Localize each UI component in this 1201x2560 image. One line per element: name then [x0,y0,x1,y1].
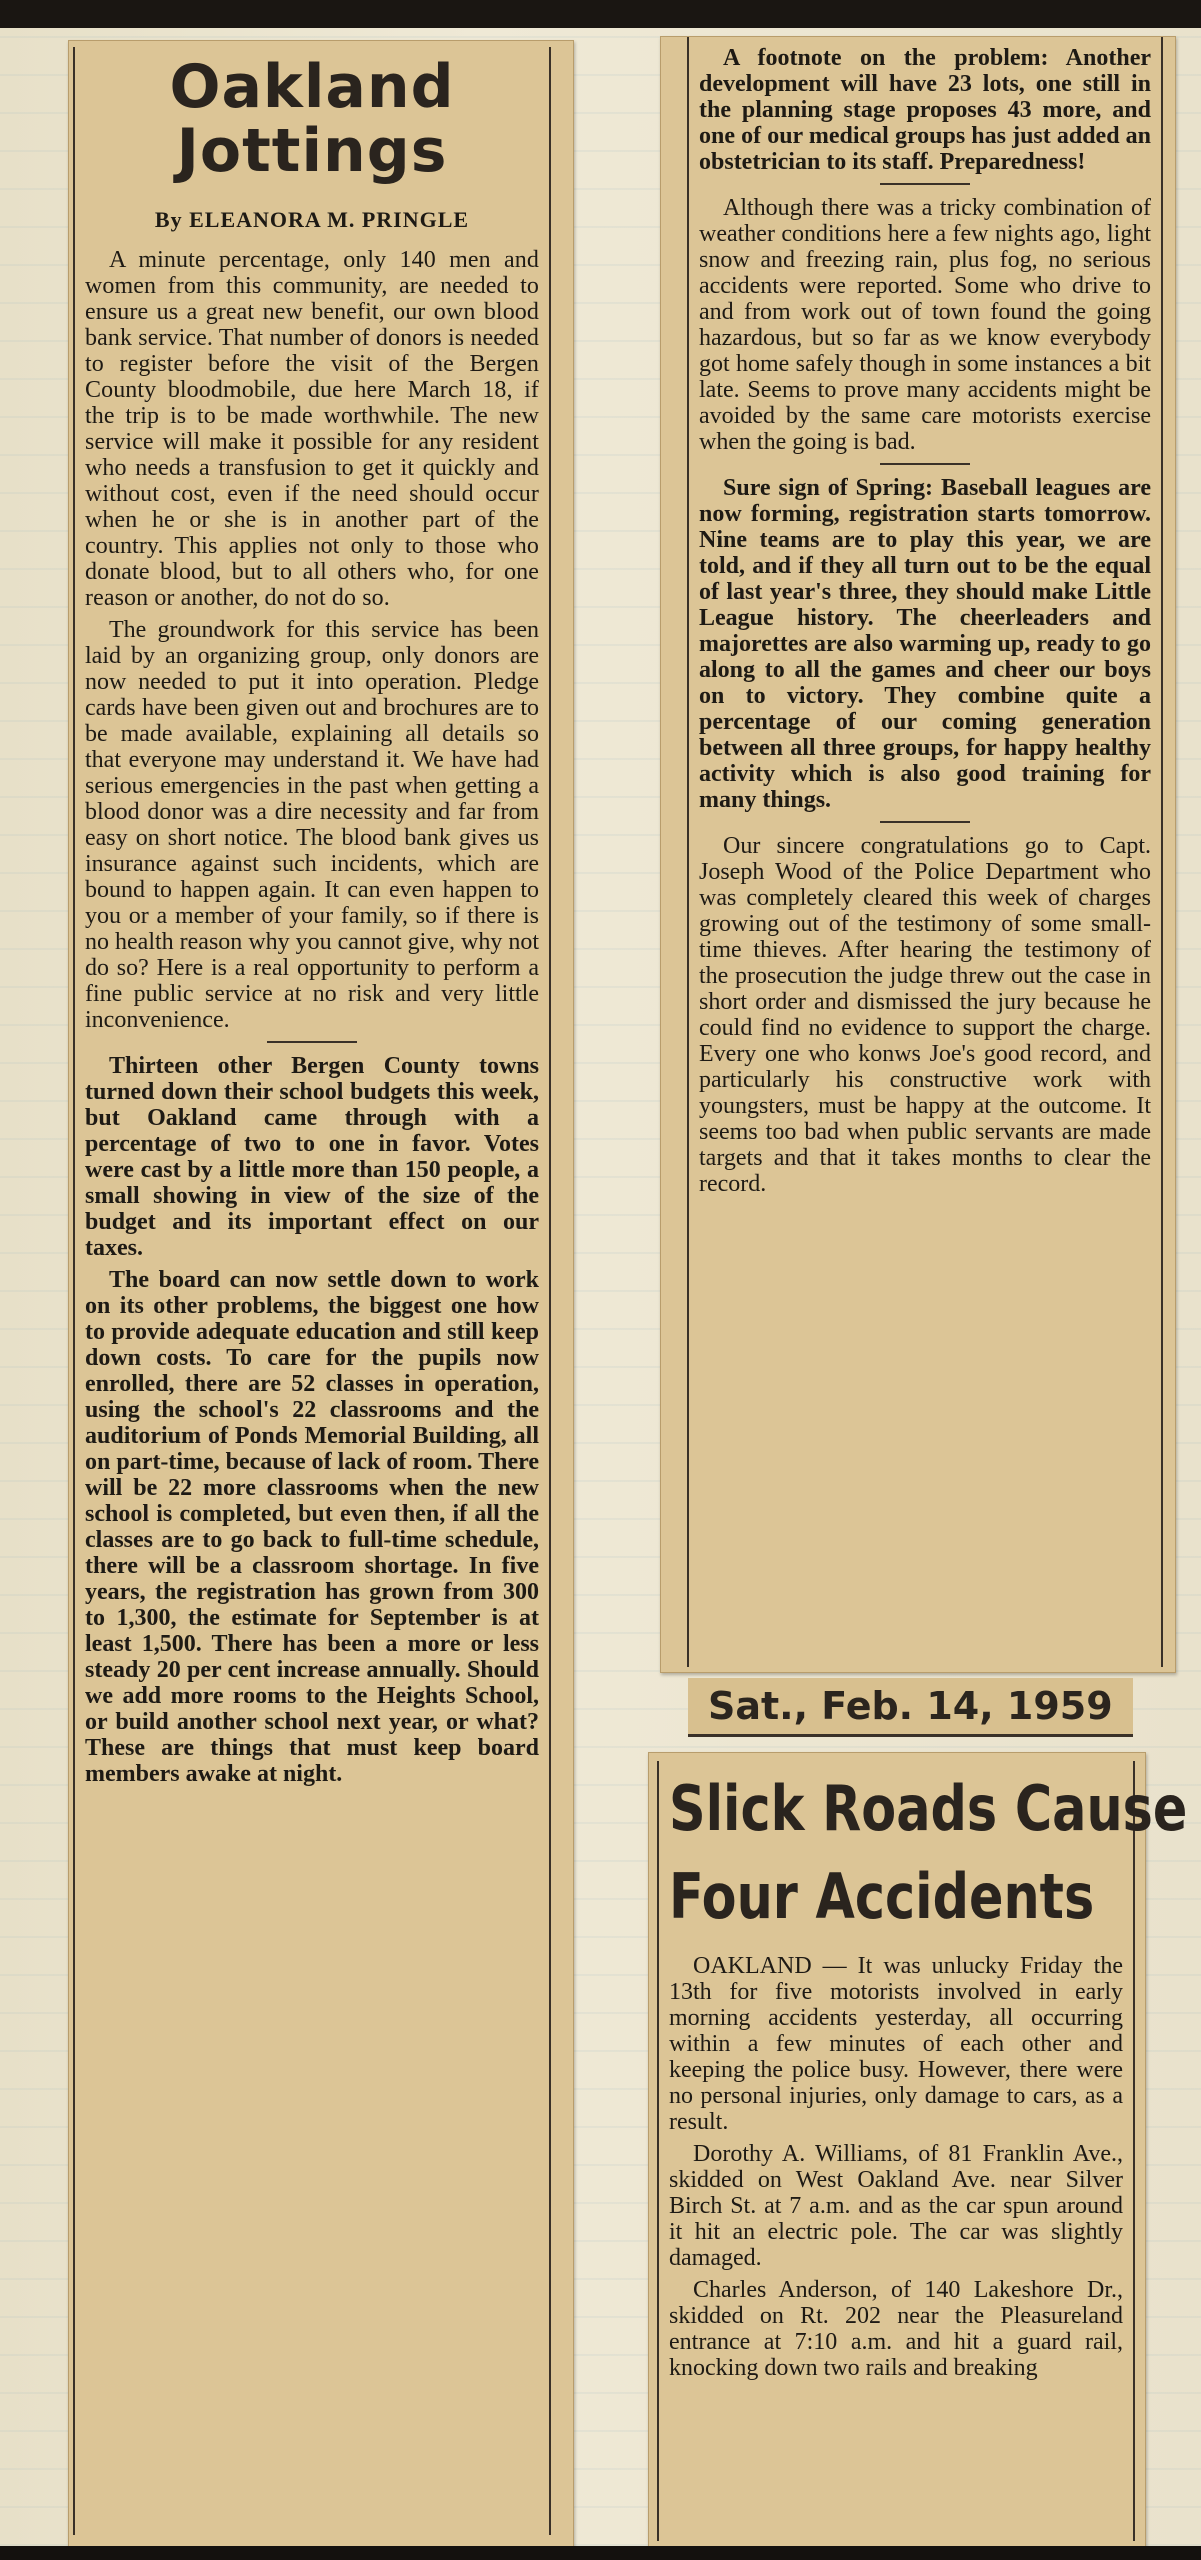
date-stamp: Sat., Feb. 14, 1959 [688,1678,1133,1737]
clipping-jottings-continued [660,36,1176,1673]
paragraph: Thirteen other Bergen County towns turned down their school budgets this week, but Oakland came through with a percentage of two to one in favor. Votes were cast by a little more than 150 people, a small showing in view of the size of the budget and its important effect on our taxes. [85,1053,539,1261]
paragraph: OAKLAND — It was unlucky Friday the 13th for five motorists involved in early morning accidents yesterday, all occurring within a few minutes of each other and keeping the police busy. However, there were no personal injuries, only damage to cars, as a result. [669,1953,1123,2135]
clipping-oakland-jottings [68,40,574,2547]
masthead-line-2: Jottings [176,116,448,186]
separator [267,1041,357,1043]
paragraph: Charles Anderson, of 140 Lakeshore Dr., skidded on Rt. 202 near the Pleasureland entrance at 7:10 a.m. and hit a guard rail, knocking down two rails and breaking [669,2277,1123,2381]
paragraph: The board can now settle down to work on its other problems, the biggest one how to provide adequate education and still keep down costs. To care for the pupils now enrolled, there are 52 classes in operation, using the school's 22 classrooms and the auditorium of Ponds Memorial Building, all on part-time, because of lack of room. There will be 22 more classrooms when the new school is completed, but even then, if all the classes are to go back to full-time schedule, there will be a classroom shortage. In five years, the registration has grown from 300 to 1,300, the estimate for September is at least 1,500. There has been a more or less steady 20 per cent increase annually. Should we add more rooms to the Heights School, or build another school next year, or what? These are things that must keep board members awake at night. [85,1267,539,1787]
paragraph: A minute percentage, only 140 men and women from this community, are needed to ensure us a great new benefit, our own blood bank service. That number of donors is needed to register before the visit of the Bergen County bloodmobile, due here March 18, if the trip is to be made worthwhile. The new service will make it possible for any resident who needs a transfusion to get it quickly and without cost, even if the need should occur when he or she is in another part of the country. This applies not only to those who donate blood, but to all others who, for one reason or another, do not do so. [85,247,539,611]
masthead-line-1: Oakland [169,52,455,122]
paragraph: Dorothy A. Williams, of 81 Franklin Ave., skidded on West Oakland Ave. near Silver Birch St. at 7 a.m. and as the car spun around it hit an electric pole. The car was slightly damaged. [669,2141,1123,2271]
paragraph: Although there was a tricky combination of weather conditions here a few nights ago, light snow and freezing rain, plus fog, no serious accidents were reported. Some who drive to and from work out of town found the going hazardous, but so far as we know everybody got home safely though in some instances a bit late. Seems to prove many accidents might be avoided by the same care motorists exercise when the going is bad. [699,195,1151,455]
paragraph: The groundwork for this service has been laid by an organizing group, only donors are now needed to put it into operation. Pledge cards have been given out and brochures are to be made available, explaining all details so that everyone may understand it. We have had serious emergencies in the past when getting a blood donor was a dire necessity and far from easy on short notice. The blood bank gives us insurance against such incidents, which are bound to happen again. It can even happen to you or a member of your family, so if there is no health reason why you cannot give, why not do so? Here is a real opportunity to perform a fine public service at no risk and very little inconvenience. [85,617,539,1033]
byline: By ELEANORA M. PRINGLE [154,207,470,232]
page-bottom-edge [0,2546,1201,2560]
paragraph: A footnote on the problem: Another development will have 23 lots, one still in the planning stage proposes 43 more, and one of our medical groups has just added an obstetrician to its staff. Preparedness! [699,45,1151,175]
article-jottings-continued [687,37,1163,1667]
separator [880,463,970,465]
headline-line-1: Slick Roads Cause [669,1772,1188,1845]
paragraph: Sure sign of Spring: Baseball leagues are now forming, registration starts tomorrow. Nine teams are to play this year, we are told, and if they all turn out to be the equal of last year's three, they should make Little League history. The cheerleaders and majorettes are also warming up, ready to go along to all the games and cheer our boys on to victory. They combine quite a percentage of our coming generation between all three groups, for happy healthy activity which is also good training for many things. [699,475,1151,813]
masthead-title [85,52,539,186]
clipping-slick-roads [648,1752,1188,2547]
headline-line-2: Four Accidents [669,1860,1095,1933]
paragraph: Our sincere congratulations go to Capt. Joseph Wood of the Police Department who was completely cleared this week of charges growing out of the testimony of some small-time thieves. After hearing the testimony of the prosecution the judge threw out the case in short order and dismissed the jury because he could find no evidence to support the charge. Every one who konws Joe's good record, and particularly his constructive work with youngsters, must be happy at the outcome. It seems too bad when public servants are made targets and that it takes months to clear the record. [699,833,1151,1197]
separator [880,183,970,185]
article-slick-roads [657,1761,1188,2541]
page-top-edge [0,0,1201,28]
article-oakland-jottings [73,47,551,2535]
headline [669,1765,1188,1941]
separator [880,821,970,823]
